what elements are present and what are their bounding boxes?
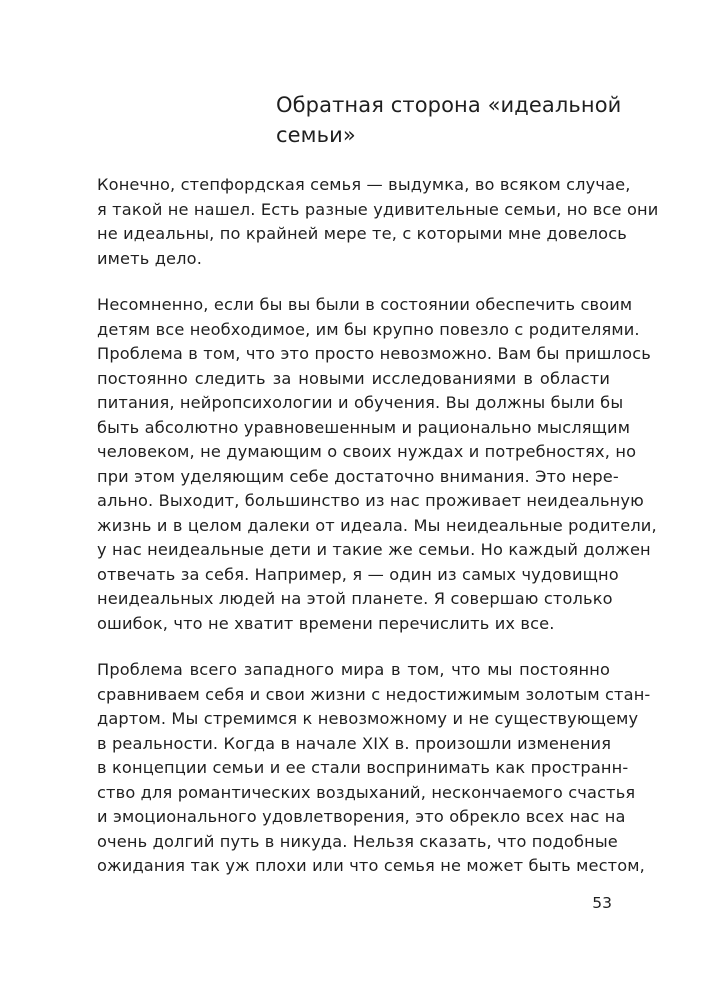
paragraph [97, 658, 651, 879]
heading-line: семьи» [276, 123, 356, 147]
text-line: в реальности. Когда в начале XIX в. произошли изменения [97, 733, 612, 753]
text-line: человеком, не думающим о своих нуждах и потребностях, но [97, 442, 637, 461]
heading-line: Обратная сторона «идеальной [276, 93, 622, 117]
text-line: очень долгий путь в никуда. Нельзя сказать, что подобные [97, 831, 618, 851]
section-heading [276, 90, 622, 150]
text-line: жизнь и в целом далеки от идеала. Мы неидеальные родители, [97, 515, 657, 535]
text-line: ально. Выходит, большинство из нас проживает неидеальную [97, 491, 644, 510]
text-line: отвечать за себя. Например, я — один из самых чудовищно [97, 564, 619, 584]
page-number: 53 [592, 894, 612, 912]
text-line: ошибок, что не хватит времени перечислить их все. [97, 613, 555, 633]
text-line: в концепции семьи и ее стали воспринимать как пространн- [97, 758, 629, 777]
text-line: детям все необходимое, им бы крупно повезло с родителями. [97, 319, 640, 339]
paragraph [97, 173, 659, 271]
text-line: при этом уделяющим себе достаточно внимания. Это нере- [97, 466, 619, 486]
text-line: питания, нейропсихологии и обучения. Вы должны были бы [97, 393, 624, 412]
text-line: сравниваем себя и свои жизни с недостижимым золотым стан- [97, 684, 651, 704]
text-line: ство для романтических воздыханий, нескончаемого счастья [97, 782, 636, 802]
text-line: не идеальны, по крайней мере те, с которыми мне довелось [97, 224, 627, 243]
text-line: постоянно следить за новыми исследованиями в области [97, 368, 610, 388]
text-line: Несомненно, если бы вы были в состоянии обеспечить своим [97, 295, 633, 314]
text-line: я такой не нашел. Есть разные удивительные семьи, но все они [97, 199, 659, 219]
text-line: иметь дело. [97, 248, 203, 268]
text-line: быть абсолютно уравновешенным и рационально мыслящим [97, 417, 631, 437]
paragraph [97, 293, 657, 636]
text-line: дартом. Мы стремимся к невозможному и не существующему [97, 709, 639, 728]
text-line: неидеальных людей на этой планете. Я совершаю столько [97, 589, 613, 608]
text-line: у нас неидеальные дети и такие же семьи. Но каждый должен [97, 540, 651, 559]
body-text [97, 173, 659, 879]
text-line: Конечно, степфордская семья — выдумка, во всяком случае, [97, 175, 631, 194]
text-line: ожидания так уж плохи или что семья не может быть местом, [97, 856, 645, 875]
text-line: Проблема в том, что это просто невозможно. Вам бы пришлось [97, 344, 651, 363]
text-line: и эмоционального удовлетворения, это обрекло всех нас на [97, 807, 626, 826]
text-line: Проблема всего западного мира в том, что мы постоянно [97, 660, 610, 679]
